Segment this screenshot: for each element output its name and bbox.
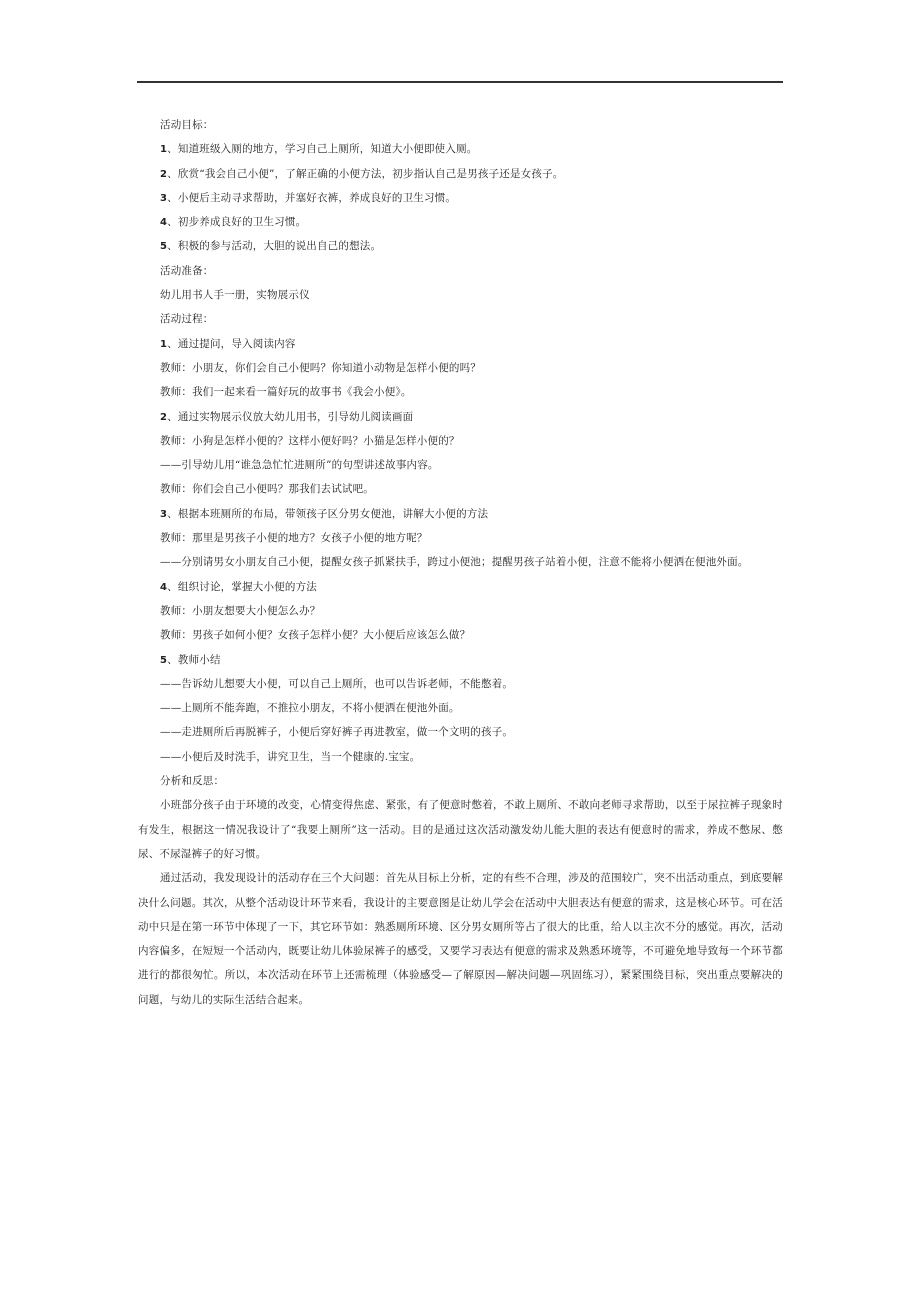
line-text: 、小便后主动寻求帮助，并塞好衣裤，养成良好的卫生习惯。 — [167, 191, 457, 204]
line-text: 、通过实物展示仪放大幼儿用书，引导幼儿阅读画面 — [167, 410, 414, 423]
text-line — [138, 550, 783, 574]
text-line — [138, 380, 783, 404]
line-text: 教师：你们会自己小便吗？那我们去试试吧。 — [160, 483, 374, 496]
text-line — [138, 429, 783, 453]
text-line — [138, 648, 783, 672]
line-text: 幼儿用书人手一册，实物展示仪 — [160, 289, 310, 302]
text-line — [138, 769, 783, 793]
line-text: 分析和反思： — [160, 775, 225, 788]
text-line — [138, 162, 783, 186]
line-text: 、初步养成良好的卫生习惯。 — [167, 216, 307, 229]
text-line — [138, 210, 783, 234]
text-line — [138, 526, 783, 550]
line-text: ——分别请男女小朋友自己小便，提醒女孩子抓紧扶手，跨过小便池；提醒男孩子站着小便，注意不能将小便洒在便池外面。 — [160, 556, 749, 569]
line-text: 教师：小朋友想要大小便怎么办？ — [160, 604, 321, 617]
line-text: 、根据本班厕所的布局，带领孩子区分男女便池，讲解大小便的方法 — [167, 507, 489, 520]
paragraph-list — [138, 793, 783, 1012]
line-text: 、通过提问，导入阅读内容 — [167, 337, 296, 350]
line-text: 活动准备： — [160, 264, 214, 277]
line-text: 、组织讨论，掌握大小便的方法 — [167, 580, 317, 593]
text-line — [138, 259, 783, 283]
text-line — [138, 745, 783, 769]
line-text: 教师：我们一起来看一篇好玩的故事书《我会小便》。 — [160, 386, 412, 399]
item-number: 5 — [160, 241, 168, 253]
text-line — [138, 405, 783, 429]
text-line — [138, 283, 783, 307]
line-text: 、知道班级入厕的地方，学习自己上厕所，知道大小便即使入厕。 — [167, 143, 478, 156]
text-line — [138, 186, 783, 210]
line-text: ——小便后及时洗手，讲究卫生，当一个健康的.宝宝。 — [160, 750, 421, 763]
header-rule — [137, 81, 783, 83]
item-number: 1 — [160, 338, 168, 350]
text-line — [138, 599, 783, 623]
line-list — [138, 113, 783, 793]
line-text: 活动过程： — [160, 313, 214, 326]
text-line — [138, 453, 783, 477]
line-text: 教师：小朋友，你们会自己小便吗？你知道小动物是怎样小便的吗？ — [160, 361, 481, 374]
document-body — [138, 113, 783, 1012]
line-text: ——引导幼儿用“谁急急忙忙进厕所”的句型讲述故事内容。 — [160, 459, 439, 472]
line-text: 、积极的参与活动，大胆的说出自己的想法。 — [167, 240, 382, 253]
text-line — [138, 332, 783, 356]
line-text: 教师：那里是男孩子小便的地方？女孩子小便的地方呢？ — [160, 532, 428, 545]
item-number: 1 — [160, 144, 168, 156]
text-line — [138, 234, 783, 258]
item-number: 3 — [160, 508, 168, 520]
line-text: 教师：小狗是怎样小便的？这样小便好吗？小猫是怎样小便的？ — [160, 434, 460, 447]
text-line — [138, 502, 783, 526]
item-number: 5 — [160, 654, 168, 666]
line-text: 教师：男孩子如何小便？女孩子怎样小便？大小便后应该怎么做？ — [160, 629, 471, 642]
text-line — [138, 137, 783, 161]
text-line — [138, 623, 783, 647]
item-number: 2 — [160, 168, 168, 180]
reflection-paragraph: 小班部分孩子由于环境的改变，心情变得焦虑、紧张，有了便意时憋着，不敢上厕所、不敢向老师寻求帮助，以至于尿拉裤子现象时有发生，根据这一情况我设计了“我要上厕所”这一活动。目的是通过这次活动激发幼儿能大胆的表达有便意时的需求，养成不憋尿、憋尿、不尿湿裤子的好习惯。 — [138, 799, 783, 860]
item-number: 4 — [160, 217, 168, 229]
reflection-paragraph: 通过活动，我发现设计的活动存在三个大问题：首先从目标上分析，定的有些不合理，涉及的范围较广，突不出活动重点，到底要解决什么问题。其次，从整个活动设计环节来看，我设计的主要意图是让幼儿学会在活动中大胆表达有便意的需求，这是核心环节。可在活动中只是在第一环节中体现了一下，其它环节如：熟悉厕所环境、区分男女厕所等占了很大的比重，给人以主次不分的感觉。再次，活动内容偏多，在短短一个活动内，既要让幼儿体验尿裤子的感受，又要学习表达有便意的需求及熟悉环境等，不可避免地导致每一个环节都进行的都很匆忙。所以，本次活动在环节上还需梳理（体验感受—了解原因—解决问题—巩固练习），紧紧围绕目标，突出重点要解决的问题，与幼儿的实际生活结合起来。 — [138, 872, 783, 1006]
text-line — [138, 720, 783, 744]
line-text: ——上厕所不能奔跑，不推拉小朋友，不将小便洒在便池外面。 — [160, 702, 460, 715]
item-number: 2 — [160, 411, 168, 423]
line-text: ——告诉幼儿想要大小便，可以自己上厕所，也可以告诉老师，不能憋着。 — [160, 677, 514, 690]
text-line — [138, 575, 783, 599]
text-line — [138, 113, 783, 137]
line-text: 、欣赏“我会自己小便”，了解正确的小便方法，初步指认自己是男孩子还是女孩子。 — [167, 167, 564, 180]
item-number: 4 — [160, 581, 168, 593]
text-line — [138, 477, 783, 501]
line-text: ——走进厕所后再脱裤子，小便后穿好裤子再进教室，做一个文明的孩子。 — [160, 726, 514, 739]
item-number: 3 — [160, 192, 168, 204]
text-line — [138, 696, 783, 720]
text-line — [138, 307, 783, 331]
text-line — [138, 672, 783, 696]
line-text: 活动目标： — [160, 119, 214, 131]
text-line — [138, 356, 783, 380]
line-text: 、教师小结 — [167, 653, 221, 666]
